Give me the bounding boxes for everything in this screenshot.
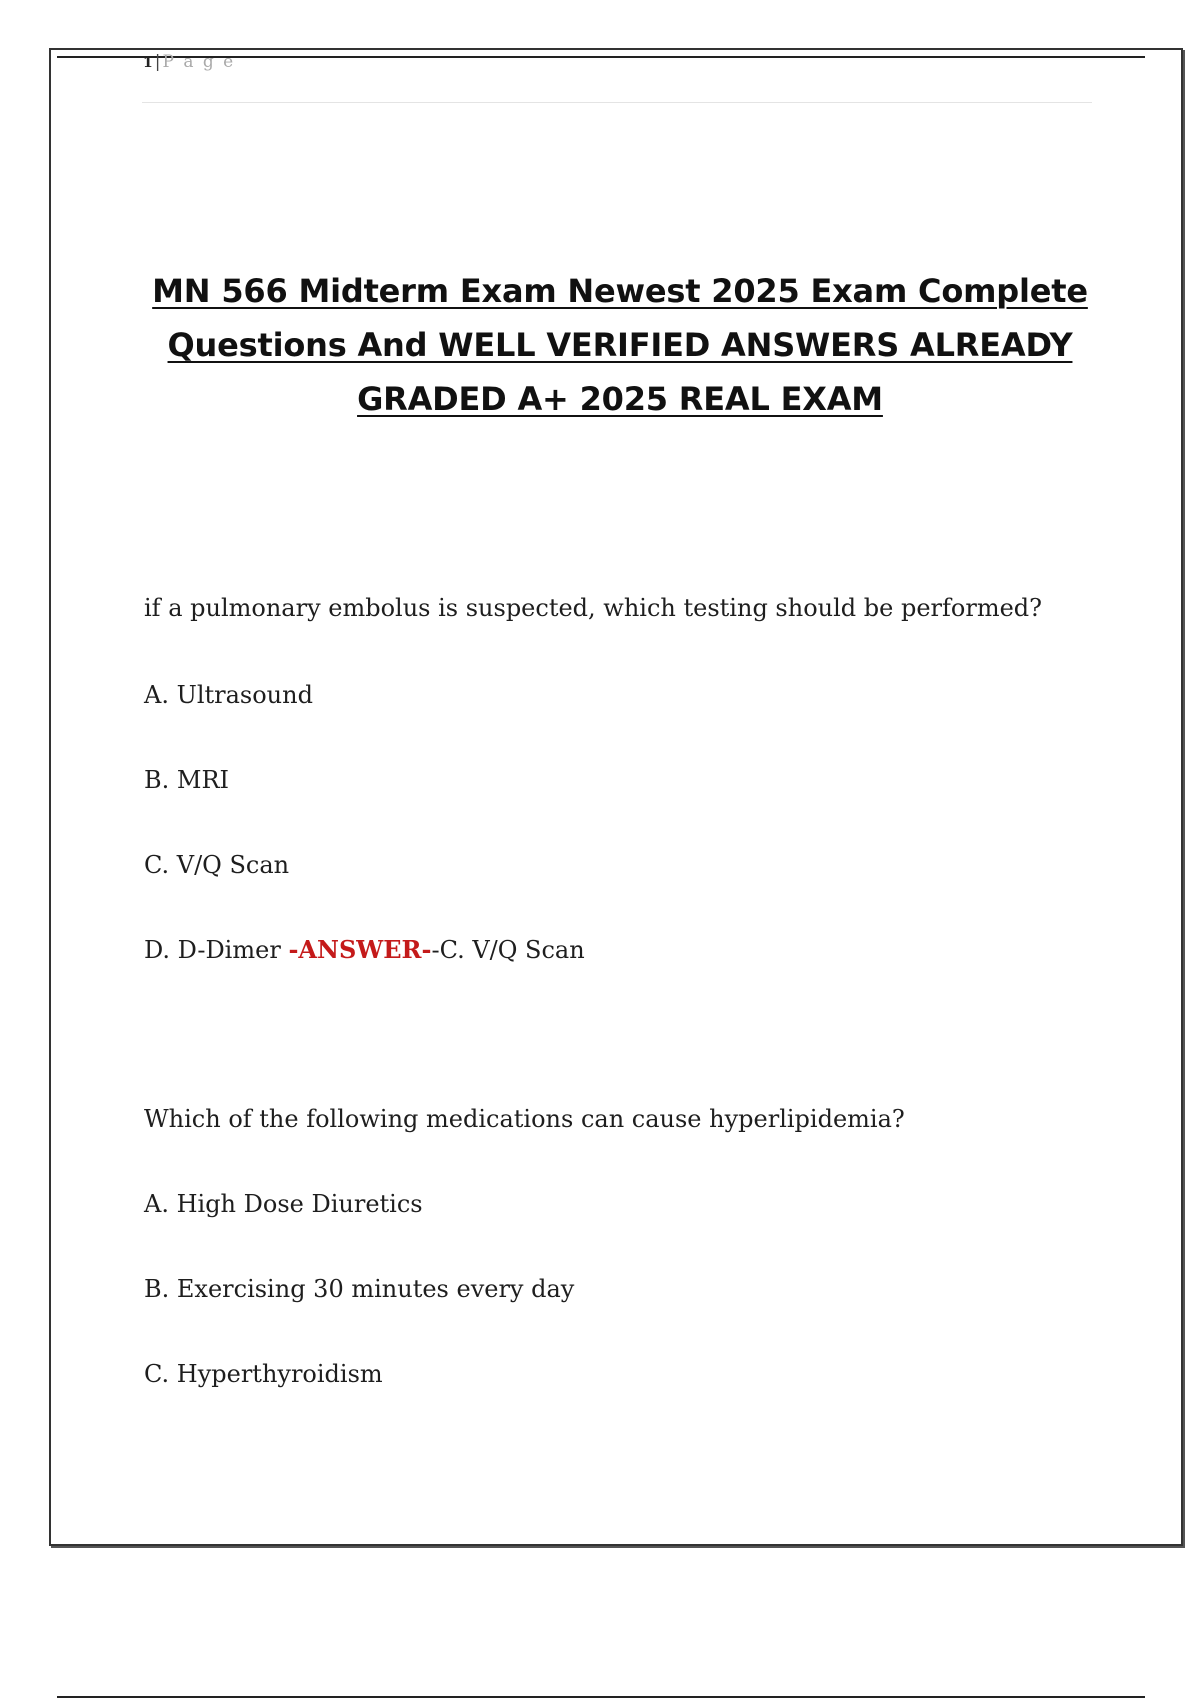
page-label: P a g e	[162, 52, 236, 72]
question-2-option-c: C. Hyperthyroidism	[144, 1360, 383, 1388]
question-1-option-b: B. MRI	[144, 766, 230, 794]
question-1-option-d-line	[144, 934, 585, 966]
page-number-value: 1	[143, 55, 155, 71]
question-2-option-b: B. Exercising 30 minutes every day	[144, 1275, 575, 1303]
question-1-option-a: A. Ultrasound	[144, 681, 313, 709]
question-1-answer: -C. V/Q Scan	[431, 936, 585, 964]
question-2-option-a: A. High Dose Diuretics	[144, 1190, 423, 1218]
question-1-option-d: D. D-Dimer	[144, 936, 281, 964]
title-line: MN 566 Midterm Exam Newest 2025 Exam Complete	[152, 272, 1088, 310]
question-1-prompt: if a pulmonary embolus is suspected, which testing should be performed?	[144, 594, 1043, 622]
question-1-option-c: C. V/Q Scan	[144, 851, 290, 879]
page-number	[143, 52, 235, 72]
document-title	[130, 264, 1110, 426]
header-divider	[142, 102, 1092, 103]
title-line: Questions And WELL VERIFIED ANSWERS ALREADY	[167, 326, 1073, 364]
footer-rule	[57, 1696, 1145, 1698]
answer-marker: -ANSWER-	[288, 935, 432, 964]
question-2-prompt: Which of the following medications can cause hyperlipidemia?	[144, 1105, 905, 1133]
page-number-separator: |	[154, 52, 163, 72]
title-line: GRADED A+ 2025 REAL EXAM	[357, 380, 883, 418]
